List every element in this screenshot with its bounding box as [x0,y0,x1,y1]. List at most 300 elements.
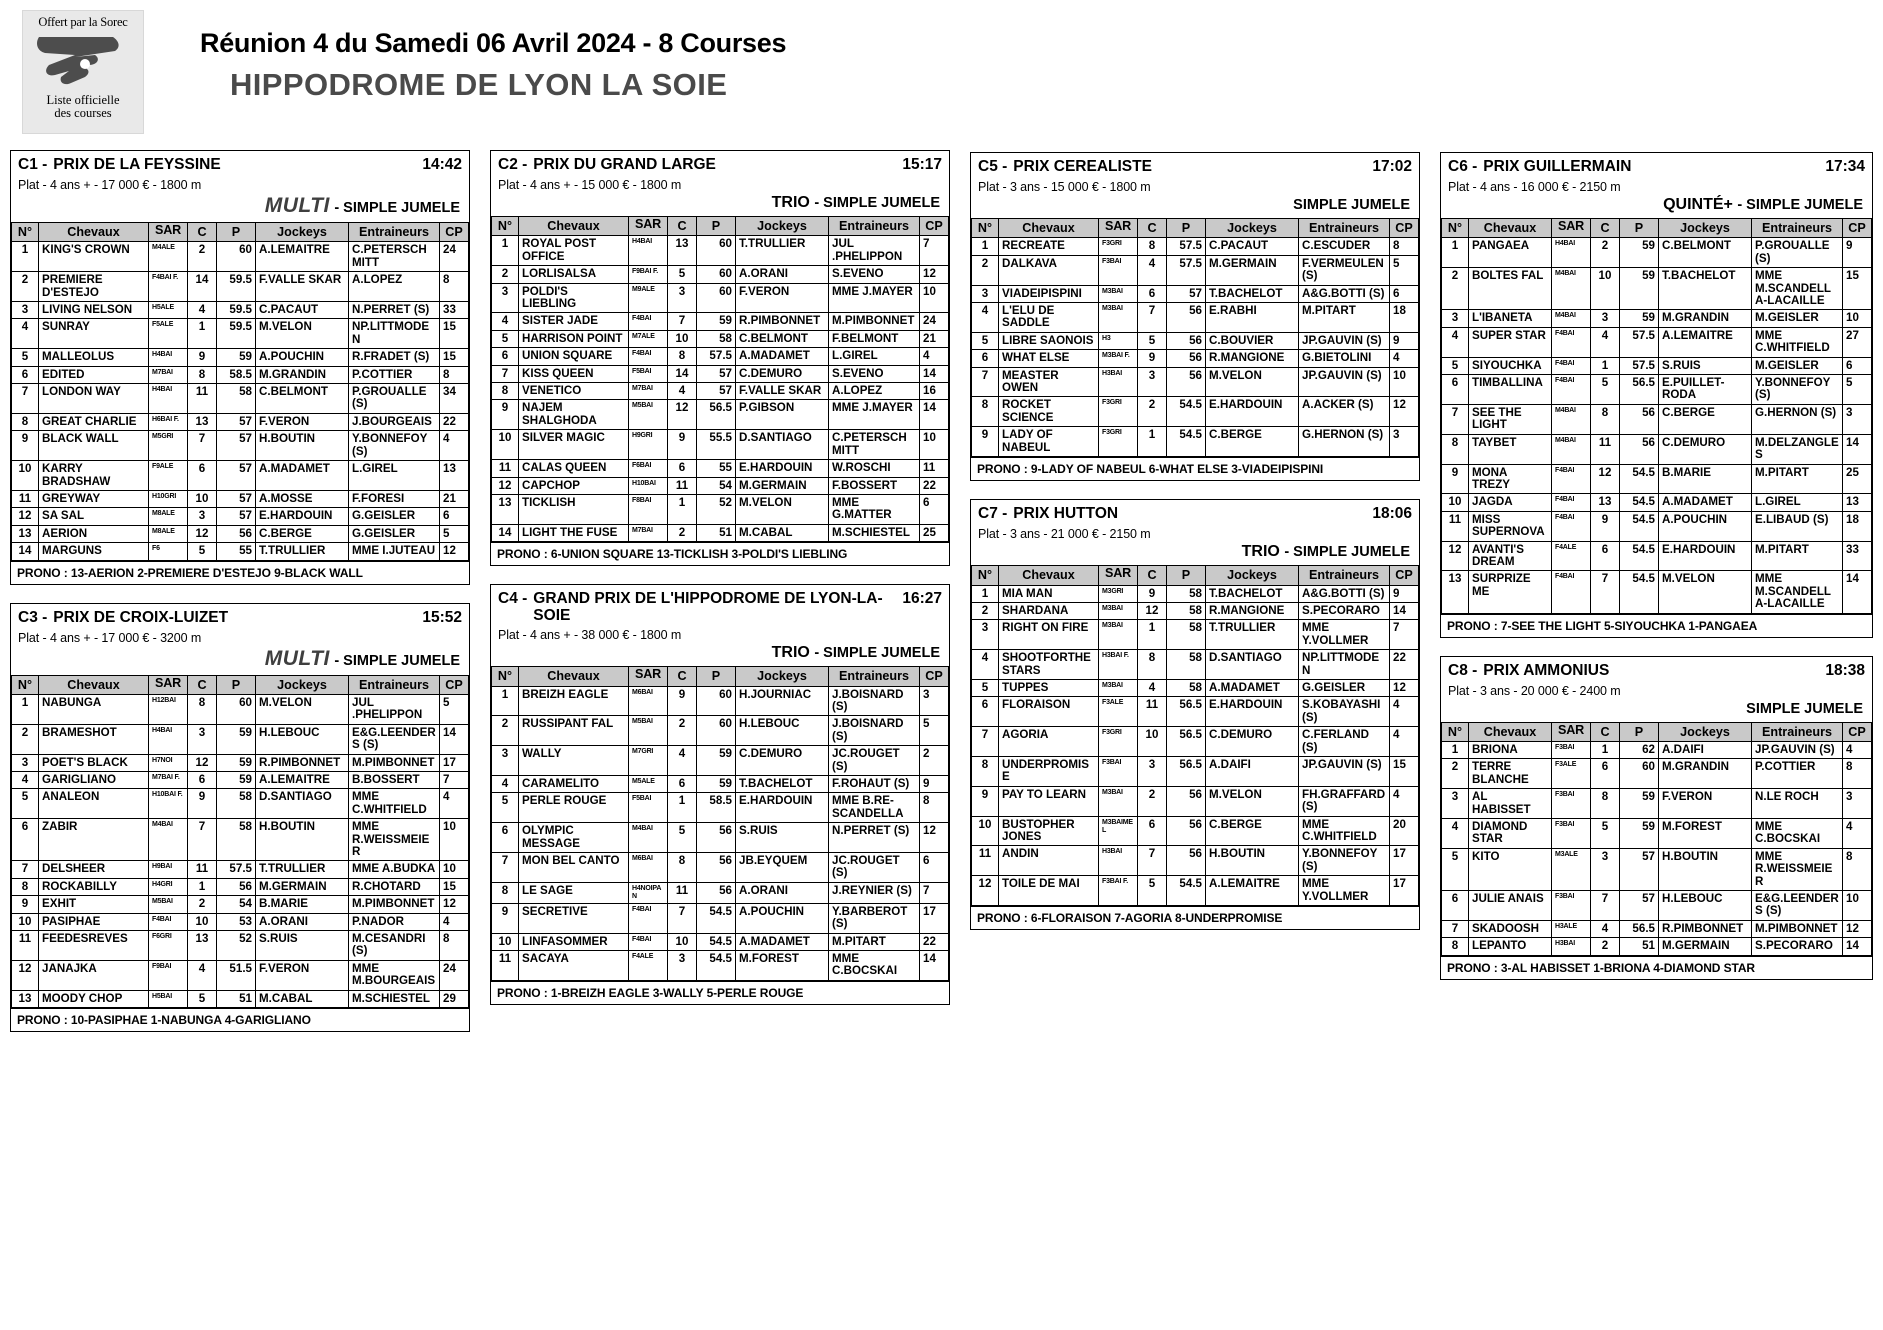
table-row[interactable] [492,313,949,330]
table-row[interactable] [972,585,1419,602]
runner-poids: 57.5 [217,861,256,878]
runner-corde: 6 [1138,285,1167,302]
runner-sar: F4ALE [629,951,668,981]
col-header-horse: Chevaux [519,667,629,686]
runner-cp: 5 [1843,375,1872,405]
runner-horse-name: MARGUNS [39,543,149,560]
runner-corde: 2 [1591,238,1620,268]
runner-horse-name: WHAT ELSE [999,350,1099,367]
table-row[interactable] [12,272,469,302]
runner-horse-name: MIA MAN [999,585,1099,602]
runner-number: 10 [12,913,39,930]
table-row[interactable] [492,283,949,313]
runner-jockey: A.LEMAITRE [256,771,349,788]
race-start-time: 15:17 [902,156,942,173]
runner-jockey: A.DAIFI [1206,756,1299,786]
table-row[interactable] [12,461,469,491]
table-row[interactable] [12,543,469,560]
table-row[interactable] [492,524,949,541]
runner-jockey: E.HARDOUIN [1206,697,1299,727]
runner-cp: 29 [440,990,469,1007]
table-row[interactable] [12,349,469,366]
table-row[interactable] [492,400,949,430]
table-row[interactable] [1442,819,1872,849]
table-row[interactable] [1442,741,1872,758]
table-row[interactable] [12,819,469,861]
table-row[interactable] [12,431,469,461]
runner-horse-name: JULIE ANAIS [1469,891,1552,921]
runner-sar: M7ALE [629,330,668,347]
table-row[interactable] [492,383,949,400]
runner-trainer: A.LOPEZ [349,272,440,302]
table-header-row [972,566,1419,585]
runner-number: 11 [1442,511,1469,541]
runner-corde: 10 [668,330,697,347]
table-row[interactable] [972,285,1419,302]
bet-types [1448,700,1865,718]
table-row[interactable] [1442,541,1872,571]
runner-jockey: C.BELMONT [256,384,349,414]
runner-cp: 3 [920,686,949,716]
col-header-p: P [1167,566,1206,585]
runner-horse-name: MOODY CHOP [39,990,149,1007]
runner-jockey: M.VELON [1659,571,1752,613]
table-row[interactable] [1442,938,1872,955]
runner-jockey: C.BERGE [1659,404,1752,434]
runner-cp: 22 [1390,650,1419,680]
table-row[interactable] [12,913,469,930]
race-name: PRIX DE CROIX-LUIZET [53,608,229,626]
runner-sar: M3BAI [1099,285,1138,302]
runner-sar: M5BAI [629,400,668,430]
table-header-row [972,219,1419,238]
runner-trainer: JUL .PHELIPPON [349,694,440,724]
table-row[interactable] [12,990,469,1007]
table-row[interactable] [492,716,949,746]
runner-poids: 59 [217,771,256,788]
runner-horse-name: LORLISALSA [519,266,629,283]
table-row[interactable] [492,494,949,524]
runner-trainer: JP.GAUVIN (S) [1299,756,1390,786]
runner-horse-name: PERLE ROUGE [519,793,629,823]
runner-corde: 6 [1138,816,1167,846]
runner-cp: 14 [1843,938,1872,955]
table-row[interactable] [1442,238,1872,268]
runner-cp: 10 [440,861,469,878]
table-row[interactable] [1442,375,1872,405]
runner-cp: 9 [1390,585,1419,602]
table-row[interactable] [1442,310,1872,327]
table-row[interactable] [492,365,949,382]
runner-poids: 57 [697,383,736,400]
table-row[interactable] [12,896,469,913]
runner-trainer: J.REYNIER (S) [829,882,920,903]
runner-horse-name: VENETICO [519,383,629,400]
table-row[interactable] [972,350,1419,367]
runner-number: 12 [492,477,519,494]
runner-cp: 10 [1843,310,1872,327]
runner-corde: 11 [1591,434,1620,464]
col-header-c: C [668,667,697,686]
runner-trainer: A.LOPEZ [829,383,920,400]
runner-cp: 6 [1390,285,1419,302]
table-row[interactable] [972,697,1419,727]
table-row[interactable] [12,319,469,349]
runner-cp: 16 [920,383,949,400]
col-header-p: P [217,675,256,694]
table-row[interactable] [492,430,949,460]
table-row[interactable] [1442,920,1872,937]
runner-cp: 4 [1390,786,1419,816]
table-row[interactable] [12,508,469,525]
table-row[interactable] [1442,327,1872,357]
table-row[interactable] [972,397,1419,427]
runner-horse-name: AGORIA [999,727,1099,757]
runner-corde: 5 [1591,819,1620,849]
table-row[interactable] [1442,404,1872,434]
runner-number: 3 [12,754,39,771]
runner-corde: 3 [1138,367,1167,397]
runner-sar: F4BAI [1552,494,1591,511]
runner-horse-name: JAGDA [1469,494,1552,511]
table-row[interactable] [492,951,949,981]
runner-number: 12 [12,508,39,525]
runner-jockey: A.MADAMET [1659,494,1752,511]
runner-trainer: MME J.MAYER [829,283,920,313]
runner-horse-name: BUSTOPHER JONES [999,816,1099,846]
table-row[interactable] [492,903,949,933]
runner-trainer: E.LIBAUD (S) [1752,511,1843,541]
table-row[interactable] [492,793,949,823]
table-row[interactable] [492,882,949,903]
race-card [490,150,950,566]
runner-cp: 6 [920,853,949,883]
table-row[interactable] [972,238,1419,255]
runner-horse-name: AERION [39,525,149,542]
runner-number: 1 [12,694,39,724]
runner-corde: 3 [668,283,697,313]
runner-horse-name: EDITED [39,366,149,383]
table-row[interactable] [972,650,1419,680]
table-row[interactable] [972,876,1419,906]
runner-sar: H3 [1099,332,1138,349]
runner-cp: 4 [920,348,949,365]
col-header-num: N° [12,223,39,242]
runner-sar: M4BAI [629,823,668,853]
runner-cp: 15 [440,878,469,895]
runner-poids: 52 [217,931,256,961]
col-header-cp: CP [1843,219,1872,238]
col-header-jockey: Jockeys [1206,219,1299,238]
table-row[interactable] [12,490,469,507]
runner-number: 3 [12,302,39,319]
runner-cp: 15 [440,349,469,366]
column-4 [1430,150,1883,1050]
table-row[interactable] [12,694,469,724]
table-row[interactable] [492,266,949,283]
table-row[interactable] [12,413,469,430]
runner-number: 2 [972,602,999,619]
runner-trainer: M.CESANDRI (S) [349,931,440,961]
table-row[interactable] [12,724,469,754]
table-row[interactable] [492,823,949,853]
runner-jockey: B.MARIE [256,896,349,913]
runner-horse-name: BRIONA [1469,741,1552,758]
runner-horse-name: JANAJKA [39,960,149,990]
runner-trainer: N.PERRET (S) [829,823,920,853]
table-row[interactable] [972,846,1419,876]
table-row[interactable] [12,789,469,819]
runner-sar: H3BAI [1552,938,1591,955]
runner-cp: 4 [1390,697,1419,727]
runner-corde: 2 [668,716,697,746]
runner-number: 4 [492,313,519,330]
runner-horse-name: SA SAL [39,508,149,525]
runner-number: 13 [492,494,519,524]
runner-corde: 2 [188,896,217,913]
runner-corde: 3 [188,724,217,754]
table-row[interactable] [12,242,469,272]
table-row[interactable] [492,746,949,776]
table-row[interactable] [492,477,949,494]
runner-trainer: N.LE ROCH [1752,789,1843,819]
runner-corde: 3 [1138,756,1167,786]
runner-trainer: P.NADOR [349,913,440,930]
runner-jockey: M.GERMAIN [256,878,349,895]
runner-horse-name: BRAMESHOT [39,724,149,754]
runner-number: 12 [1442,541,1469,571]
runner-corde: 5 [668,266,697,283]
runner-jockey: A.POUCHIN [256,349,349,366]
race-code: C7 - [978,505,1008,523]
runner-sar: F4BAI [1552,375,1591,405]
table-row[interactable] [492,330,949,347]
runner-number: 7 [492,853,519,883]
race-card-header [971,500,1419,565]
runner-corde: 9 [188,349,217,366]
runner-cp: 24 [440,960,469,990]
table-row[interactable] [12,302,469,319]
table-row[interactable] [492,775,949,792]
runner-jockey: M.GRANDIN [1659,759,1752,789]
runner-horse-name: MONA TREZY [1469,464,1552,494]
runner-trainer: P.COTTIER [349,366,440,383]
table-row[interactable] [12,931,469,961]
runner-sar: M7GRI [629,746,668,776]
race-title-line [18,609,462,627]
runner-poids: 56 [1167,332,1206,349]
runner-number: 6 [1442,375,1469,405]
col-header-p: P [1620,219,1659,238]
runner-jockey: H.BOUTIN [256,819,349,861]
runner-number: 8 [492,882,519,903]
runner-cp: 12 [1390,397,1419,427]
bet-type-primary: MULTI [264,194,330,217]
col-header-sar: SAR [629,217,668,236]
table-row[interactable] [492,933,949,950]
runner-trainer: Y.BONNEFOY (S) [1299,846,1390,876]
table-row[interactable] [12,960,469,990]
table-row[interactable] [1442,789,1872,819]
col-header-sar: SAR [1099,219,1138,238]
table-row[interactable] [1442,357,1872,374]
table-row[interactable] [972,620,1419,650]
table-row[interactable] [1442,268,1872,310]
runner-jockey: D.SANTIAGO [1206,650,1299,680]
table-row[interactable] [492,853,949,883]
table-row[interactable] [972,727,1419,757]
runner-number: 7 [12,861,39,878]
runner-sar: H10GRI [149,490,188,507]
table-row[interactable] [1442,511,1872,541]
runner-corde: 7 [1591,891,1620,921]
runner-cp: 4 [1843,819,1872,849]
runner-poids: 57 [217,490,256,507]
table-row[interactable] [492,460,949,477]
runner-number: 11 [12,931,39,961]
table-row[interactable] [12,771,469,788]
table-row[interactable] [492,686,949,716]
table-row[interactable] [972,255,1419,285]
race-conditions: Plat - 4 ans - 16 000 € - 2150 m [1448,180,1621,194]
runner-poids: 56 [697,853,736,883]
runner-poids: 54.5 [1167,427,1206,457]
runner-corde: 5 [1138,876,1167,906]
runner-sar: F3BAI [1099,756,1138,786]
runner-sar: F9ALE [149,461,188,491]
table-row[interactable] [972,303,1419,333]
runner-corde: 1 [668,494,697,524]
runner-number: 8 [1442,938,1469,955]
runner-number: 7 [492,365,519,382]
table-row[interactable] [12,525,469,542]
table-row[interactable] [12,861,469,878]
table-row[interactable] [12,366,469,383]
runner-number: 1 [1442,741,1469,758]
table-row[interactable] [1442,494,1872,511]
table-row[interactable] [492,236,949,266]
runner-jockey: H.LEBOUC [256,724,349,754]
runner-cp: 13 [440,461,469,491]
runner-trainer: NP.LITTMODEN [349,319,440,349]
race-title-line [1448,158,1865,176]
runner-sar: M5GRI [149,431,188,461]
runner-poids: 56 [1620,404,1659,434]
runner-number: 1 [972,585,999,602]
runner-poids: 56.5 [1620,920,1659,937]
table-row[interactable] [972,679,1419,696]
horse-logo-icon [35,31,131,93]
table-row[interactable] [12,754,469,771]
runner-jockey: E.HARDOUIN [256,508,349,525]
race-conditions: Plat - 3 ans - 15 000 € - 1800 m [978,180,1151,194]
runner-horse-name: LINFASOMMER [519,933,629,950]
runner-jockey: M.VELON [256,694,349,724]
runner-cp: 12 [920,823,949,853]
table-row[interactable] [12,384,469,414]
runner-horse-name: PASIPHAE [39,913,149,930]
runner-corde: 9 [1138,350,1167,367]
runner-corde: 4 [668,746,697,776]
runner-jockey: C.DEMURO [736,365,829,382]
sorec-logo [22,10,144,134]
race-start-time: 18:06 [1372,505,1412,523]
runner-jockey: H.BOUTIN [1206,846,1299,876]
runner-number: 4 [972,650,999,680]
table-row[interactable] [972,427,1419,457]
race-card-header [491,151,949,216]
table-row[interactable] [972,367,1419,397]
runner-trainer: F.FORESI [349,490,440,507]
runner-number: 1 [12,242,39,272]
runner-sar: M7BAI F. [149,771,188,788]
table-row[interactable] [1442,848,1872,890]
runner-cp: 6 [440,508,469,525]
runner-corde: 11 [188,861,217,878]
runner-horse-name: LIVING NELSON [39,302,149,319]
runner-poids: 58 [217,384,256,414]
runners-table [491,666,949,981]
runner-poids: 56 [1167,350,1206,367]
runner-trainer: M.SCHIESTEL [349,990,440,1007]
runner-trainer: M.GEISLER [1752,310,1843,327]
table-row[interactable] [972,602,1419,619]
runner-poids: 54.5 [1620,511,1659,541]
runner-sar: F5BAI [629,793,668,823]
table-row[interactable] [1442,434,1872,464]
runner-corde: 3 [188,508,217,525]
table-row[interactable] [492,348,949,365]
table-row[interactable] [972,786,1419,816]
bet-type-secondary: - SIMPLE JUMELE [1737,197,1863,213]
runner-corde: 5 [1591,375,1620,405]
runner-corde: 9 [1138,585,1167,602]
runner-sar: M9ALE [629,283,668,313]
runner-corde: 13 [1591,494,1620,511]
table-row[interactable] [12,878,469,895]
table-row[interactable] [972,816,1419,846]
runner-corde: 6 [668,775,697,792]
runner-sar: M3BAI F. [1099,350,1138,367]
table-row[interactable] [1442,759,1872,789]
runner-number: 6 [1442,891,1469,921]
col-header-cp: CP [440,675,469,694]
runner-poids: 56 [1167,786,1206,816]
runner-poids: 53 [217,913,256,930]
runner-sar: H7NOI [149,754,188,771]
runner-cp: 27 [1843,327,1872,357]
runner-poids: 55 [697,460,736,477]
table-row[interactable] [1442,891,1872,921]
runner-jockey: F.VERON [256,413,349,430]
runner-number: 9 [1442,464,1469,494]
runner-horse-name: CAPCHOP [519,477,629,494]
runner-number: 9 [492,903,519,933]
race-title-line [498,156,942,174]
runner-sar: M3BAI [1099,679,1138,696]
race-card [1440,656,1873,980]
race-start-time: 18:38 [1825,661,1865,679]
table-row[interactable] [972,332,1419,349]
table-row[interactable] [972,756,1419,786]
table-row[interactable] [1442,571,1872,613]
table-row[interactable] [1442,464,1872,494]
runner-sar: F3GRI [1099,238,1138,255]
col-header-sar: SAR [1552,722,1591,741]
runner-horse-name: L'ELU DE SADDLE [999,303,1099,333]
runner-poids: 56 [1620,434,1659,464]
runner-cp: 14 [920,365,949,382]
